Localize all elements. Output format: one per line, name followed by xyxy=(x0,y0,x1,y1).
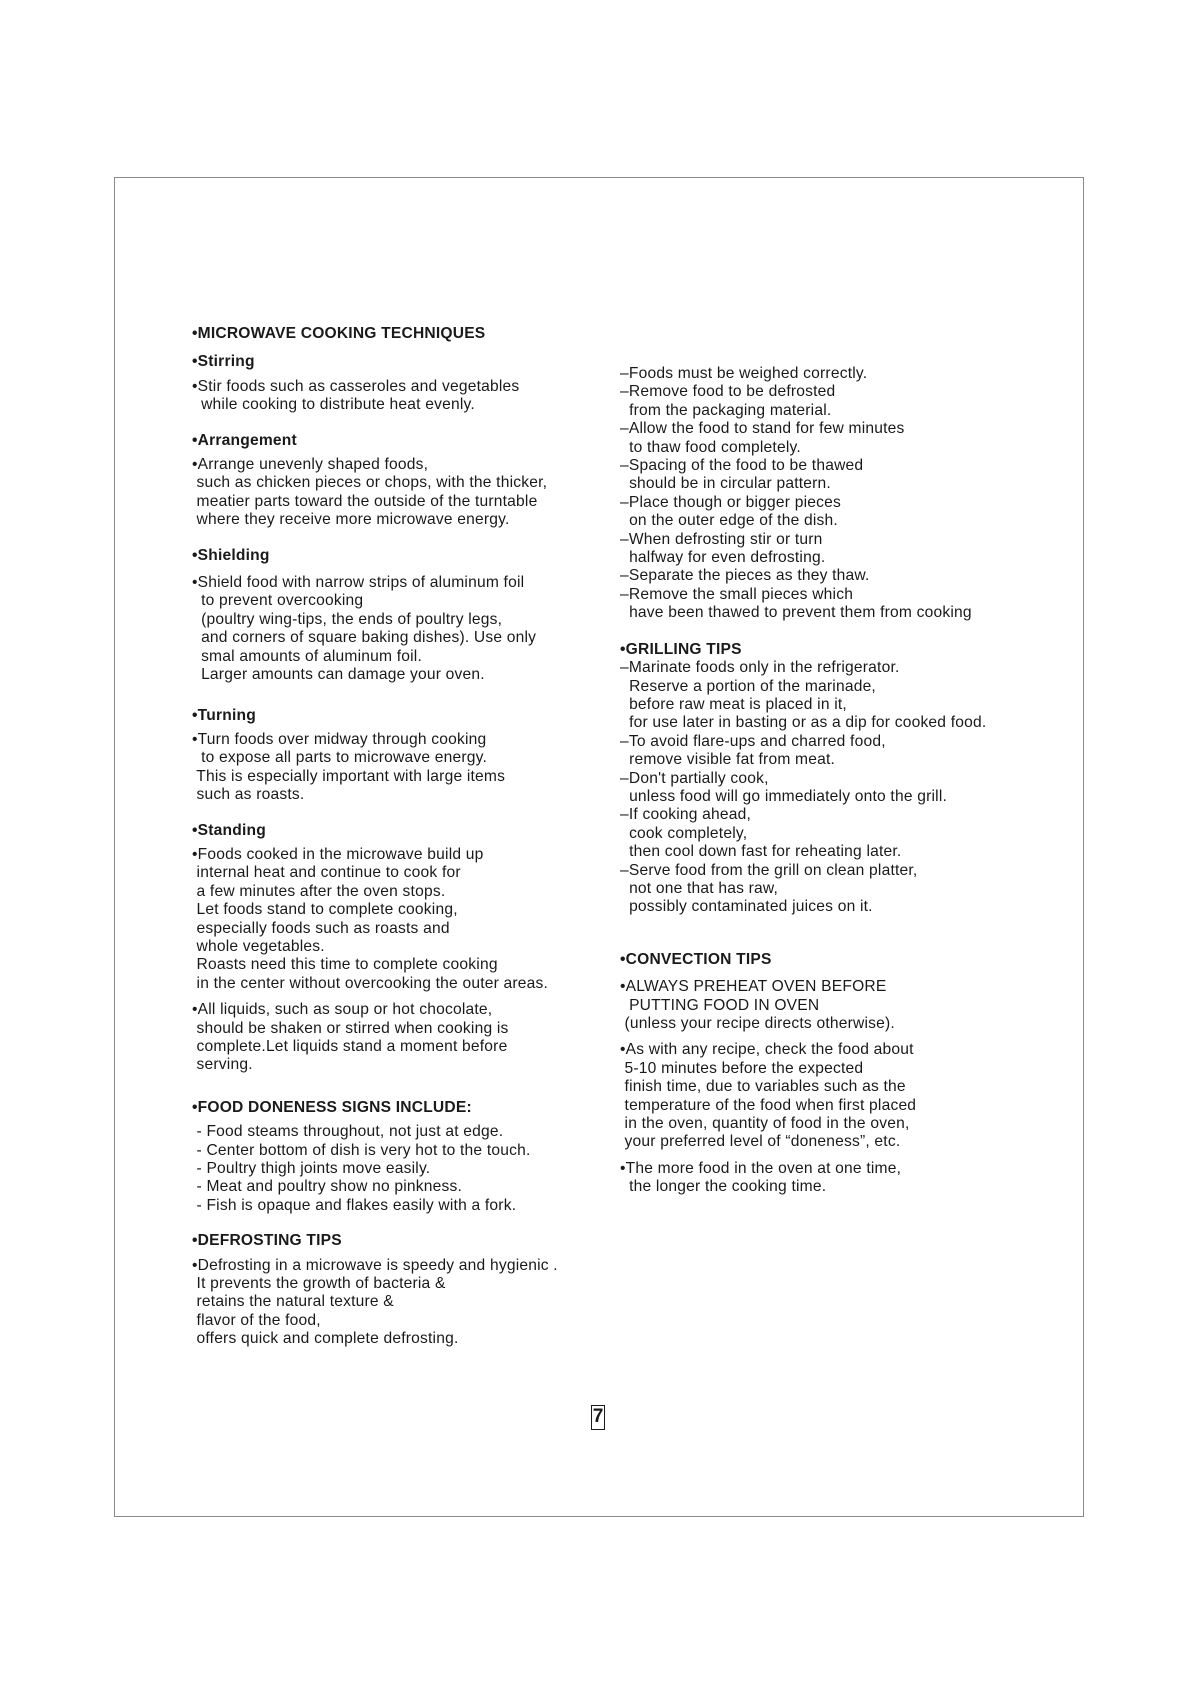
text-line: cook completely, xyxy=(620,824,748,842)
text-line: not one that has raw, xyxy=(620,879,779,897)
section-stirring xyxy=(192,353,612,414)
left-column xyxy=(192,325,612,1366)
text-line: •All liquids, such as soup or hot chocolate, xyxy=(192,1001,493,1019)
text-line: smal amounts of aluminum foil. xyxy=(192,647,422,665)
text-line: Larger amounts can damage your oven. xyxy=(192,666,485,684)
section-shielding xyxy=(192,547,612,685)
convection-text-3 xyxy=(620,1160,1040,1197)
text-line: •Shield food with narrow strips of aluminum foil xyxy=(192,574,525,592)
text-line: Reserve a portion of the marinade, xyxy=(620,677,876,695)
stirring-text xyxy=(192,378,612,415)
text-line: to expose all parts to microwave energy. xyxy=(192,749,487,767)
section-turning xyxy=(192,707,612,805)
text-line: - Center bottom of dish is very hot to the touch. xyxy=(192,1141,531,1159)
section-standing xyxy=(192,822,612,1075)
defrosting-heading: •DEFROSTING TIPS xyxy=(192,1232,342,1250)
text-line: especially foods such as roasts and xyxy=(192,919,450,937)
text-line: - Food steams throughout, not just at edge. xyxy=(192,1123,504,1141)
text-line: –Marinate foods only in the refrigerator. xyxy=(620,659,900,677)
text-line: to prevent overcooking xyxy=(192,592,364,610)
text-line: - Meat and poultry show no pinkness. xyxy=(192,1178,463,1196)
text-line: a few minutes after the oven stops. xyxy=(192,882,446,900)
text-line: –Foods must be weighed correctly. xyxy=(620,365,868,382)
text-line: for use later in basting or as a dip for cooked food. xyxy=(620,714,987,732)
arrangement-text xyxy=(192,456,612,530)
section-grilling xyxy=(620,641,1040,917)
text-line: have been thawed to prevent them from cooking xyxy=(620,604,972,622)
convection-text-2 xyxy=(620,1041,1040,1151)
defrost-list xyxy=(620,365,1040,623)
text-line: the longer the cooking time. xyxy=(620,1178,827,1196)
standing-text xyxy=(192,846,612,993)
text-line: •ALWAYS PREHEAT OVEN BEFORE xyxy=(620,978,887,996)
text-line: This is especially important with large items xyxy=(192,767,506,785)
text-line: flavor of the food, xyxy=(192,1311,321,1329)
text-line: finish time, due to variables such as the xyxy=(620,1078,906,1096)
text-line: –Serve food from the grill on clean platter, xyxy=(620,861,918,879)
text-line: –Spacing of the food to be thawed xyxy=(620,457,864,475)
text-line: in the oven, quantity of food in the oven, xyxy=(620,1115,910,1133)
text-line: (unless your recipe directs otherwise). xyxy=(620,1015,895,1032)
text-line: unless food will go immediately onto the grill. xyxy=(620,787,948,805)
text-line: such as roasts. xyxy=(192,786,305,804)
text-line: PUTTING FOOD IN OVEN xyxy=(620,996,820,1014)
arrangement-heading: •Arrangement xyxy=(192,431,297,449)
text-line: retains the natural texture & xyxy=(192,1293,394,1311)
text-line: •The more food in the oven at one time, xyxy=(620,1159,902,1177)
text-line: temperature of the food when first placed xyxy=(620,1096,917,1114)
text-line: where they receive more microwave energy. xyxy=(192,511,510,529)
text-line: your preferred level of “doneness”, etc. xyxy=(620,1133,901,1151)
text-line: offers quick and complete defrosting. xyxy=(192,1330,459,1348)
turning-heading: •Turning xyxy=(192,706,256,724)
standing-heading: •Standing xyxy=(192,821,266,839)
text-line: remove visible fat from meat. xyxy=(620,751,836,769)
text-line: internal heat and continue to cook for xyxy=(192,864,461,882)
text-line: –Allow the food to stand for few minutes xyxy=(620,420,905,438)
text-line: •Foods cooked in the microwave build up xyxy=(192,845,484,863)
text-line: –When defrosting stir or turn xyxy=(620,530,823,548)
grilling-list xyxy=(620,659,1040,917)
section-doneness xyxy=(192,1099,612,1215)
right-column xyxy=(620,365,1040,1214)
section-convection xyxy=(620,951,1040,1197)
convection-text-1 xyxy=(620,978,1040,1033)
text-line: –Remove the small pieces which xyxy=(620,585,854,603)
text-line: before raw meat is placed in it, xyxy=(620,695,847,713)
text-line: –Remove food to be defrosted xyxy=(620,383,836,401)
stirring-heading: •Stirring xyxy=(192,353,255,371)
text-line: whole vegetables. xyxy=(192,937,325,955)
defrosting-text xyxy=(192,1257,612,1349)
shielding-text xyxy=(192,574,612,684)
doneness-list xyxy=(192,1123,612,1215)
text-line: then cool down fast for reheating later. xyxy=(620,843,902,861)
text-line: meatier parts toward the outside of the turntable xyxy=(192,492,538,510)
text-line: on the outer edge of the dish. xyxy=(620,512,838,530)
text-line: •As with any recipe, check the food about xyxy=(620,1041,914,1059)
text-line: - Poultry thigh joints move easily. xyxy=(192,1160,431,1178)
text-line: •Stir foods such as casseroles and vegetables xyxy=(192,377,520,395)
text-line: –Place though or bigger pieces xyxy=(620,493,841,511)
text-line: halfway for even defrosting. xyxy=(620,549,826,567)
text-line: It prevents the growth of bacteria & xyxy=(192,1275,446,1293)
text-line: from the packaging material. xyxy=(620,401,832,419)
section-defrosting xyxy=(192,1232,612,1348)
turning-text xyxy=(192,731,612,805)
text-line: •Arrange unevenly shaped foods, xyxy=(192,456,429,474)
section-defrost-continued xyxy=(620,365,1040,623)
text-line: •Turn foods over midway through cooking xyxy=(192,730,487,748)
text-line: to thaw food completely. xyxy=(620,438,801,456)
text-line: should be shaken or stirred when cooking is xyxy=(192,1019,509,1037)
text-line: –To avoid flare-ups and charred food, xyxy=(620,732,886,750)
text-line: •Defrosting in a microwave is speedy and hygienic . xyxy=(192,1256,558,1274)
text-line: 5-10 minutes before the expected xyxy=(620,1059,864,1077)
text-line: in the center without overcooking the outer areas. xyxy=(192,974,549,992)
text-line: should be in circular pattern. xyxy=(620,475,831,493)
text-line: complete.Let liquids stand a moment before xyxy=(192,1038,508,1055)
text-line: –Don't partially cook, xyxy=(620,769,769,787)
section-arrangement xyxy=(192,432,612,530)
text-line: possibly contaminated juices on it. xyxy=(620,898,873,916)
text-line: (poultry wing-tips, the ends of poultry legs, xyxy=(192,610,503,628)
text-line: while cooking to distribute heat evenly. xyxy=(192,396,475,414)
liquids-text xyxy=(192,1001,612,1075)
text-line: serving. xyxy=(192,1056,253,1074)
text-line: - Fish is opaque and flakes easily with a fork. xyxy=(192,1196,517,1214)
shielding-heading: •Shielding xyxy=(192,546,270,564)
grilling-heading: •GRILLING TIPS xyxy=(620,640,742,658)
text-line: –If cooking ahead, xyxy=(620,806,752,824)
text-line: –Separate the pieces as they thaw. xyxy=(620,567,870,585)
text-line: and corners of square baking dishes). Use only xyxy=(192,629,537,647)
page-number: 7 xyxy=(591,1405,605,1430)
main-title: •MICROWAVE COOKING TECHNIQUES xyxy=(192,325,486,342)
doneness-heading: •FOOD DONENESS SIGNS INCLUDE: xyxy=(192,1098,472,1116)
text-line: Let foods stand to complete cooking, xyxy=(192,901,458,919)
text-line: Roasts need this time to complete cooking xyxy=(192,956,498,974)
text-line: such as chicken pieces or chops, with the thicker, xyxy=(192,474,548,492)
convection-heading: •CONVECTION TIPS xyxy=(620,950,772,968)
